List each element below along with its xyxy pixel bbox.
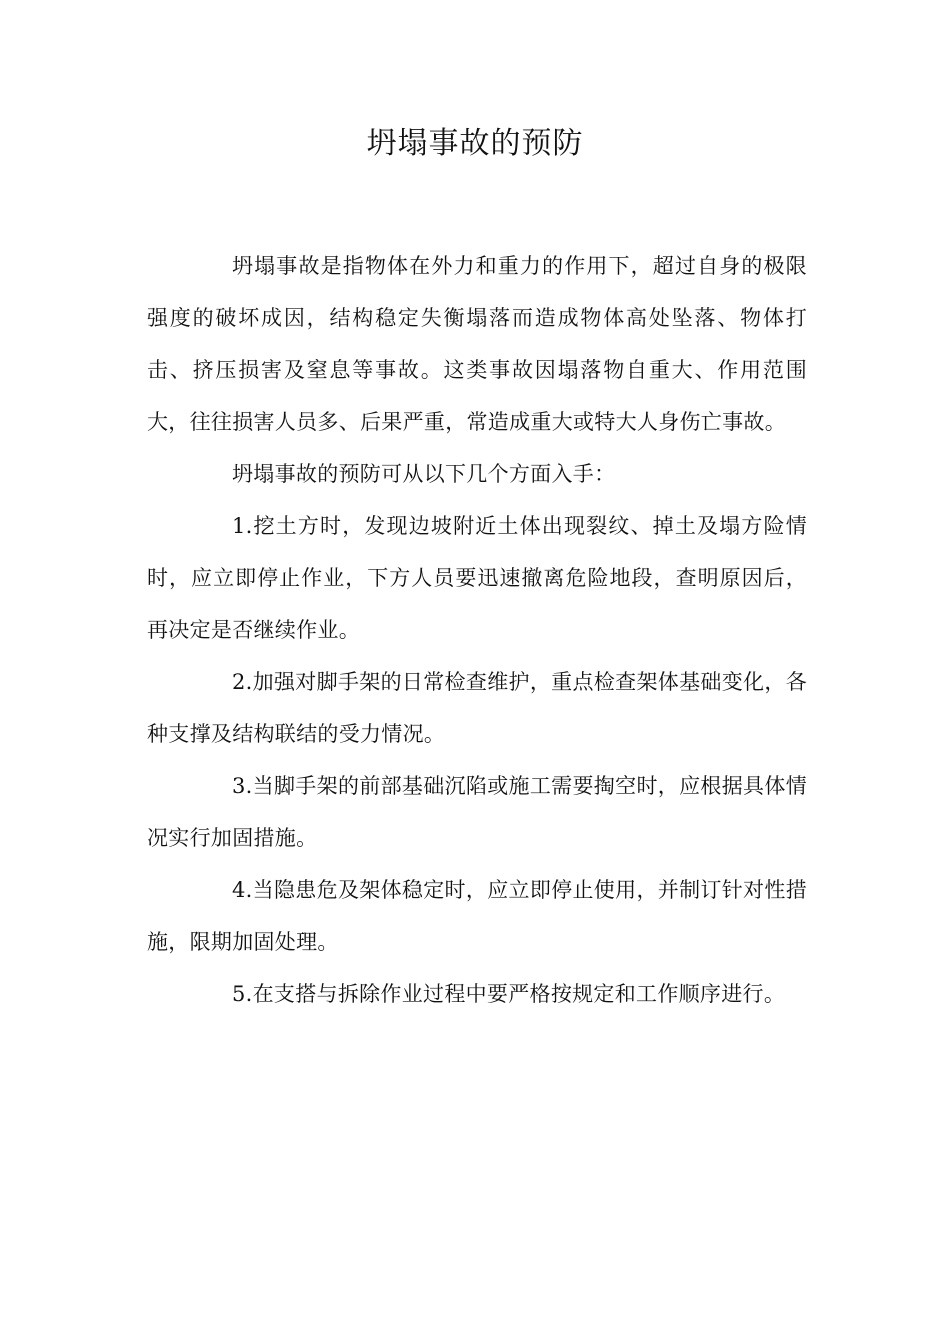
document-body — [147, 240, 807, 1020]
paragraph-definition: 坍塌事故是指物体在外力和重力的作用下，超过自身的极限强度的破坏成因，结构稳定失衡塌落而造成物体高处坠落、物体打击、挤压损害及窒息等事故。这类事故因塌落物自重大、作用范围大，往往损害人员多、后果严重，常造成重大或特大人身伤亡事故。 — [147, 254, 807, 434]
paragraph-item-2: 2.加强对脚手架的日常检查维护，重点检查架体基础变化，各种支撑及结构联结的受力情况。 — [147, 670, 807, 746]
paragraph-item-4: 4.当隐患危及架体稳定时，应立即停止使用，并制订针对性措施，限期加固处理。 — [147, 878, 807, 954]
page-title: 坍塌事故的预防 — [366, 126, 584, 161]
paragraph-item-3: 3.当脚手架的前部基础沉陷或施工需要掏空时，应根据具体情况实行加固措施。 — [147, 774, 807, 850]
paragraph-item-1: 1.挖土方时，发现边坡附近土体出现裂纹、掉土及塌方险情时，应立即停止作业，下方人员要迅速撤离危险地段，查明原因后，再决定是否继续作业。 — [147, 514, 807, 642]
paragraph-item-5: 5.在支搭与拆除作业过程中要严格按规定和工作顺序进行。 — [232, 982, 786, 1006]
paragraph-intro: 坍塌事故的预防可从以下几个方面入手： — [232, 462, 616, 486]
